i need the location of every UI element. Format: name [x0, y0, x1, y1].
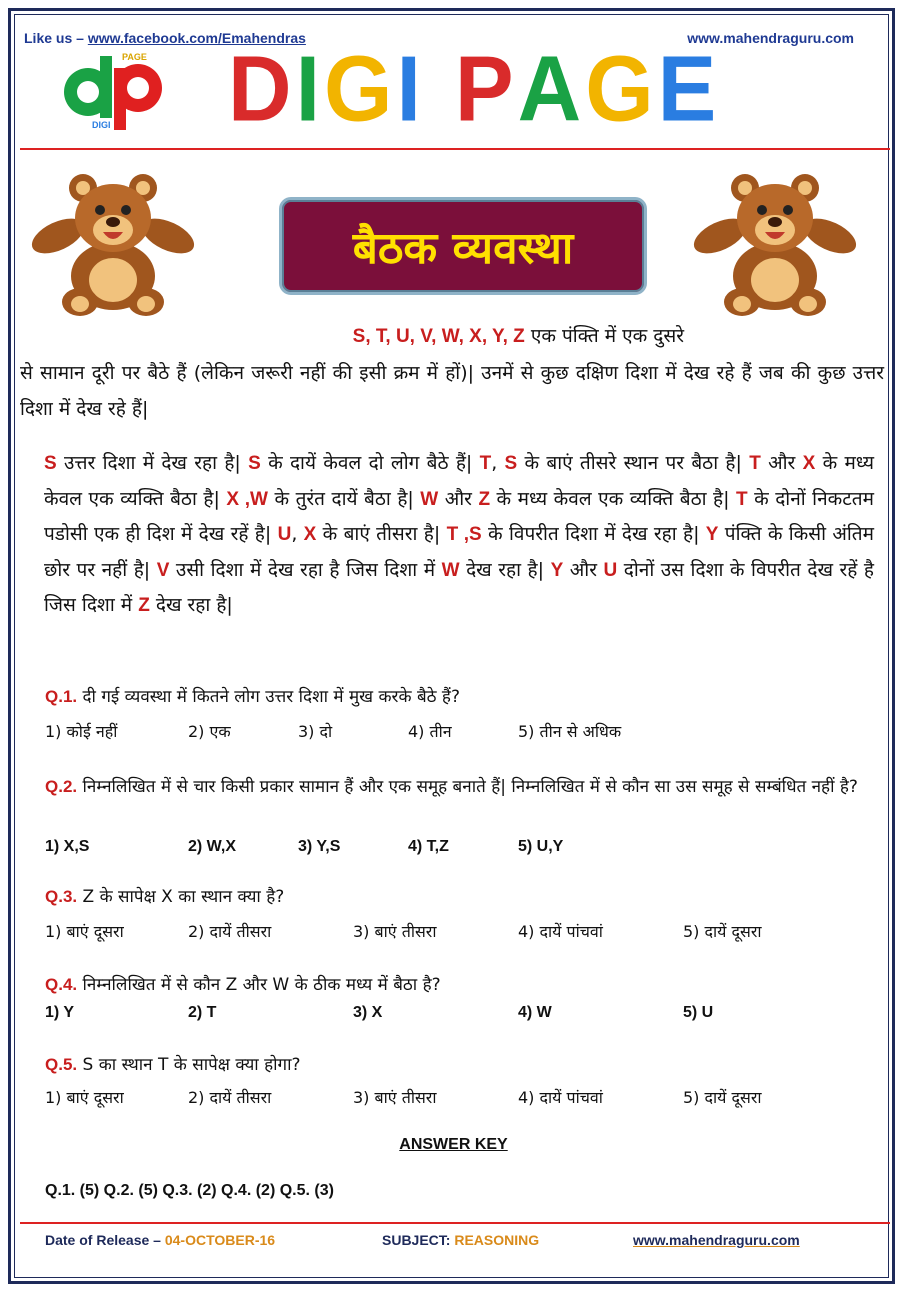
option[interactable]: 5) तीन से अधिक	[518, 722, 622, 741]
release-label: Date of Release –	[45, 1232, 165, 1248]
question-label: Q.2.	[45, 777, 78, 796]
option[interactable]: 4) दायें पांचवां	[518, 1088, 603, 1107]
banner-letter: D	[228, 36, 296, 141]
puzzle-text: दोनों उस दिशा के विपरीत देख रहें है जिस दिशा में	[44, 558, 874, 616]
highlight-letter: X ,W	[226, 488, 268, 510]
highlight-letter: W	[441, 559, 460, 581]
option[interactable]: 3) दो	[298, 722, 333, 741]
puzzle-text: और	[760, 452, 803, 474]
subject-block	[382, 1232, 539, 1248]
banner-letter: E	[657, 36, 721, 141]
question-label: Q.4.	[45, 975, 78, 994]
subject-label: SUBJECT:	[382, 1232, 455, 1248]
highlight-letter: U	[603, 559, 618, 581]
option[interactable]: 1) X,S	[45, 838, 90, 855]
highlight-letter: V	[156, 559, 170, 581]
highlight-letter: Y	[550, 559, 564, 581]
option[interactable]: 3) बाएं तीसरा	[353, 922, 437, 941]
intro-letters: S, T, U, V, W, X, Y, Z	[352, 326, 525, 347]
puzzle-text: देख रहा है|	[149, 594, 233, 616]
puzzle-text: के दायें केवल दो लोग बैठे हैं|	[260, 452, 480, 474]
highlight-letter: T	[736, 488, 748, 510]
puzzle-paragraph	[44, 446, 874, 624]
puzzle-text: उत्तर दिशा में देख रहा है|	[56, 452, 249, 474]
option[interactable]: 5) U	[683, 1004, 714, 1021]
facebook-link[interactable]: www.facebook.com/Emahendras	[87, 30, 306, 46]
puzzle-text: के विपरीत दिशा में देख रहा है|	[481, 523, 706, 545]
page-title	[279, 197, 647, 295]
option[interactable]: 2) दायें तीसरा	[188, 922, 272, 941]
highlight-letter: S	[248, 453, 261, 474]
intro-continuation: से सामान दूरी पर बैठे हैं (लेकिन जरूरी नहीं की इसी क्रम में हों)| उनमें से कुछ दक्षिण दिशा में देख रहे हैं जब की कुछ उत्तर दिशा में देख रहे हैं|	[20, 362, 884, 420]
puzzle-text: और	[563, 558, 604, 581]
puzzle-text: के बाएं तीसरे स्थान पर बैठा है|	[517, 452, 750, 474]
banner-letter: G	[585, 36, 658, 141]
puzzle-text: ,	[291, 523, 304, 545]
banner-letter: I	[396, 36, 425, 141]
like-us-label: Like us –	[24, 30, 88, 46]
highlight-letter: W	[420, 488, 439, 510]
question-text: दी गई व्यवस्था में कितने लोग उत्तर दिशा में मुख करके बैठे हैं?	[77, 687, 460, 707]
release-date: 04-OCTOBER-16	[164, 1232, 276, 1248]
question-4	[45, 972, 875, 995]
banner-letter: G	[324, 36, 397, 141]
intro-first-line	[20, 318, 884, 355]
banner-letter: A	[517, 36, 586, 141]
highlight-letter: S	[44, 453, 57, 474]
website-link-top[interactable]: www.mahendraguru.com	[687, 30, 854, 46]
header-divider	[20, 148, 890, 150]
option[interactable]: 4) W	[518, 1004, 552, 1021]
option[interactable]: 5) U,Y	[518, 838, 564, 855]
question-3	[45, 884, 875, 907]
highlight-letter: Z	[478, 488, 491, 510]
option[interactable]: 1) बाएं दूसरा	[45, 922, 124, 941]
highlight-letter: Z	[138, 595, 150, 616]
puzzle-text: देख रहा है|	[459, 558, 551, 581]
puzzle-text: के बाएं तीसरा है|	[316, 523, 447, 545]
teddy-bear-left-icon	[28, 168, 198, 318]
question-text: निम्नलिखित में से चार किसी प्रकार सामान हैं और एक समूह बनाते हैं| निम्नलिखित में से कौन सा उस समूह से सम्बंधित नहीं है?	[77, 777, 858, 797]
intro-first-rest: एक पंक्ति में एक दुसरे	[524, 325, 684, 347]
option[interactable]: 2) एक	[188, 722, 231, 741]
footer-divider	[20, 1222, 890, 1224]
option[interactable]: 5) दायें दूसरा	[683, 922, 762, 941]
highlight-letter: Y	[705, 524, 719, 545]
banner-space	[425, 42, 455, 137]
question-label: Q.5.	[45, 1055, 78, 1074]
highlight-letter: T	[749, 453, 761, 474]
logo-digi-text: DIGI	[92, 120, 111, 130]
question-text: Z के सापेक्ष X का स्थान क्या है?	[77, 887, 285, 907]
highlight-letter: X	[303, 524, 317, 545]
intro-paragraph	[20, 318, 884, 427]
puzzle-text: के दोनों निकटतम पडोसी एक ही दिश में देख रहें है|	[44, 487, 874, 545]
website-link-footer[interactable]: www.mahendraguru.com	[633, 1232, 800, 1248]
question-label: Q.1.	[45, 687, 78, 706]
puzzle-text: और	[438, 487, 479, 510]
option[interactable]: 2) दायें तीसरा	[188, 1088, 272, 1107]
puzzle-text: उसी दिशा में देख रहा है जिस दिशा में	[169, 558, 442, 581]
highlight-letter: X	[802, 453, 816, 474]
question-2	[45, 770, 875, 804]
answer-key-heading: ANSWER KEY	[399, 1136, 508, 1153]
puzzle-text: के मध्य केवल एक व्यक्ति बैठा है|	[490, 487, 737, 510]
option[interactable]: 4) दायें पांचवां	[518, 922, 603, 941]
option[interactable]: 4) T,Z	[408, 838, 449, 855]
question-text: S का स्थान T के सापेक्ष क्या होगा?	[77, 1055, 301, 1075]
answer-key-values: Q.1. (5) Q.2. (5) Q.3. (2) Q.4. (2) Q.5. (3)	[45, 1182, 334, 1199]
highlight-letter: T	[479, 453, 492, 474]
puzzle-text: पंक्ति के किसी अंतिम छोर पर नहीं है|	[44, 523, 874, 581]
digipage-logo	[50, 48, 175, 130]
option[interactable]: 1) कोई नहीं	[45, 722, 118, 741]
highlight-letter: T ,S	[446, 524, 482, 545]
option[interactable]: 2) T	[188, 1004, 217, 1021]
option[interactable]: 3) X	[353, 1004, 383, 1021]
option[interactable]: 2) W,X	[188, 838, 237, 855]
page-title-text: बैठक व्यवस्था	[352, 223, 574, 274]
banner-letter: P	[454, 36, 518, 141]
question-text: निम्नलिखित में से कौन Z और W के ठीक मध्य में बैठा है?	[77, 975, 441, 995]
banner-letter: I	[295, 36, 325, 141]
option[interactable]: 3) Y,S	[298, 838, 341, 855]
option[interactable]: 3) बाएं तीसरा	[353, 1088, 437, 1107]
highlight-letter: S	[504, 453, 518, 474]
puzzle-text: के तुरंत दायें बैठा है|	[267, 487, 421, 510]
footer	[45, 1232, 845, 1248]
puzzle-text: के मध्य केवल एक व्यक्ति बैठा है|	[44, 452, 874, 510]
option[interactable]: 5) दायें दूसरा	[683, 1088, 762, 1107]
digi-page-banner	[228, 36, 721, 141]
option[interactable]: 1) Y	[45, 1004, 75, 1021]
subject-value: REASONING	[454, 1232, 540, 1248]
question-label: Q.3.	[45, 887, 78, 906]
logo-page-text: PAGE	[122, 52, 147, 62]
option[interactable]: 4) तीन	[408, 722, 452, 741]
option[interactable]: 1) बाएं दूसरा	[45, 1088, 124, 1107]
highlight-letter: U	[277, 524, 292, 545]
question-5	[45, 1052, 875, 1075]
puzzle-text: ,	[491, 452, 505, 474]
teddy-bear-right-icon	[690, 168, 860, 318]
question-1	[45, 684, 875, 707]
